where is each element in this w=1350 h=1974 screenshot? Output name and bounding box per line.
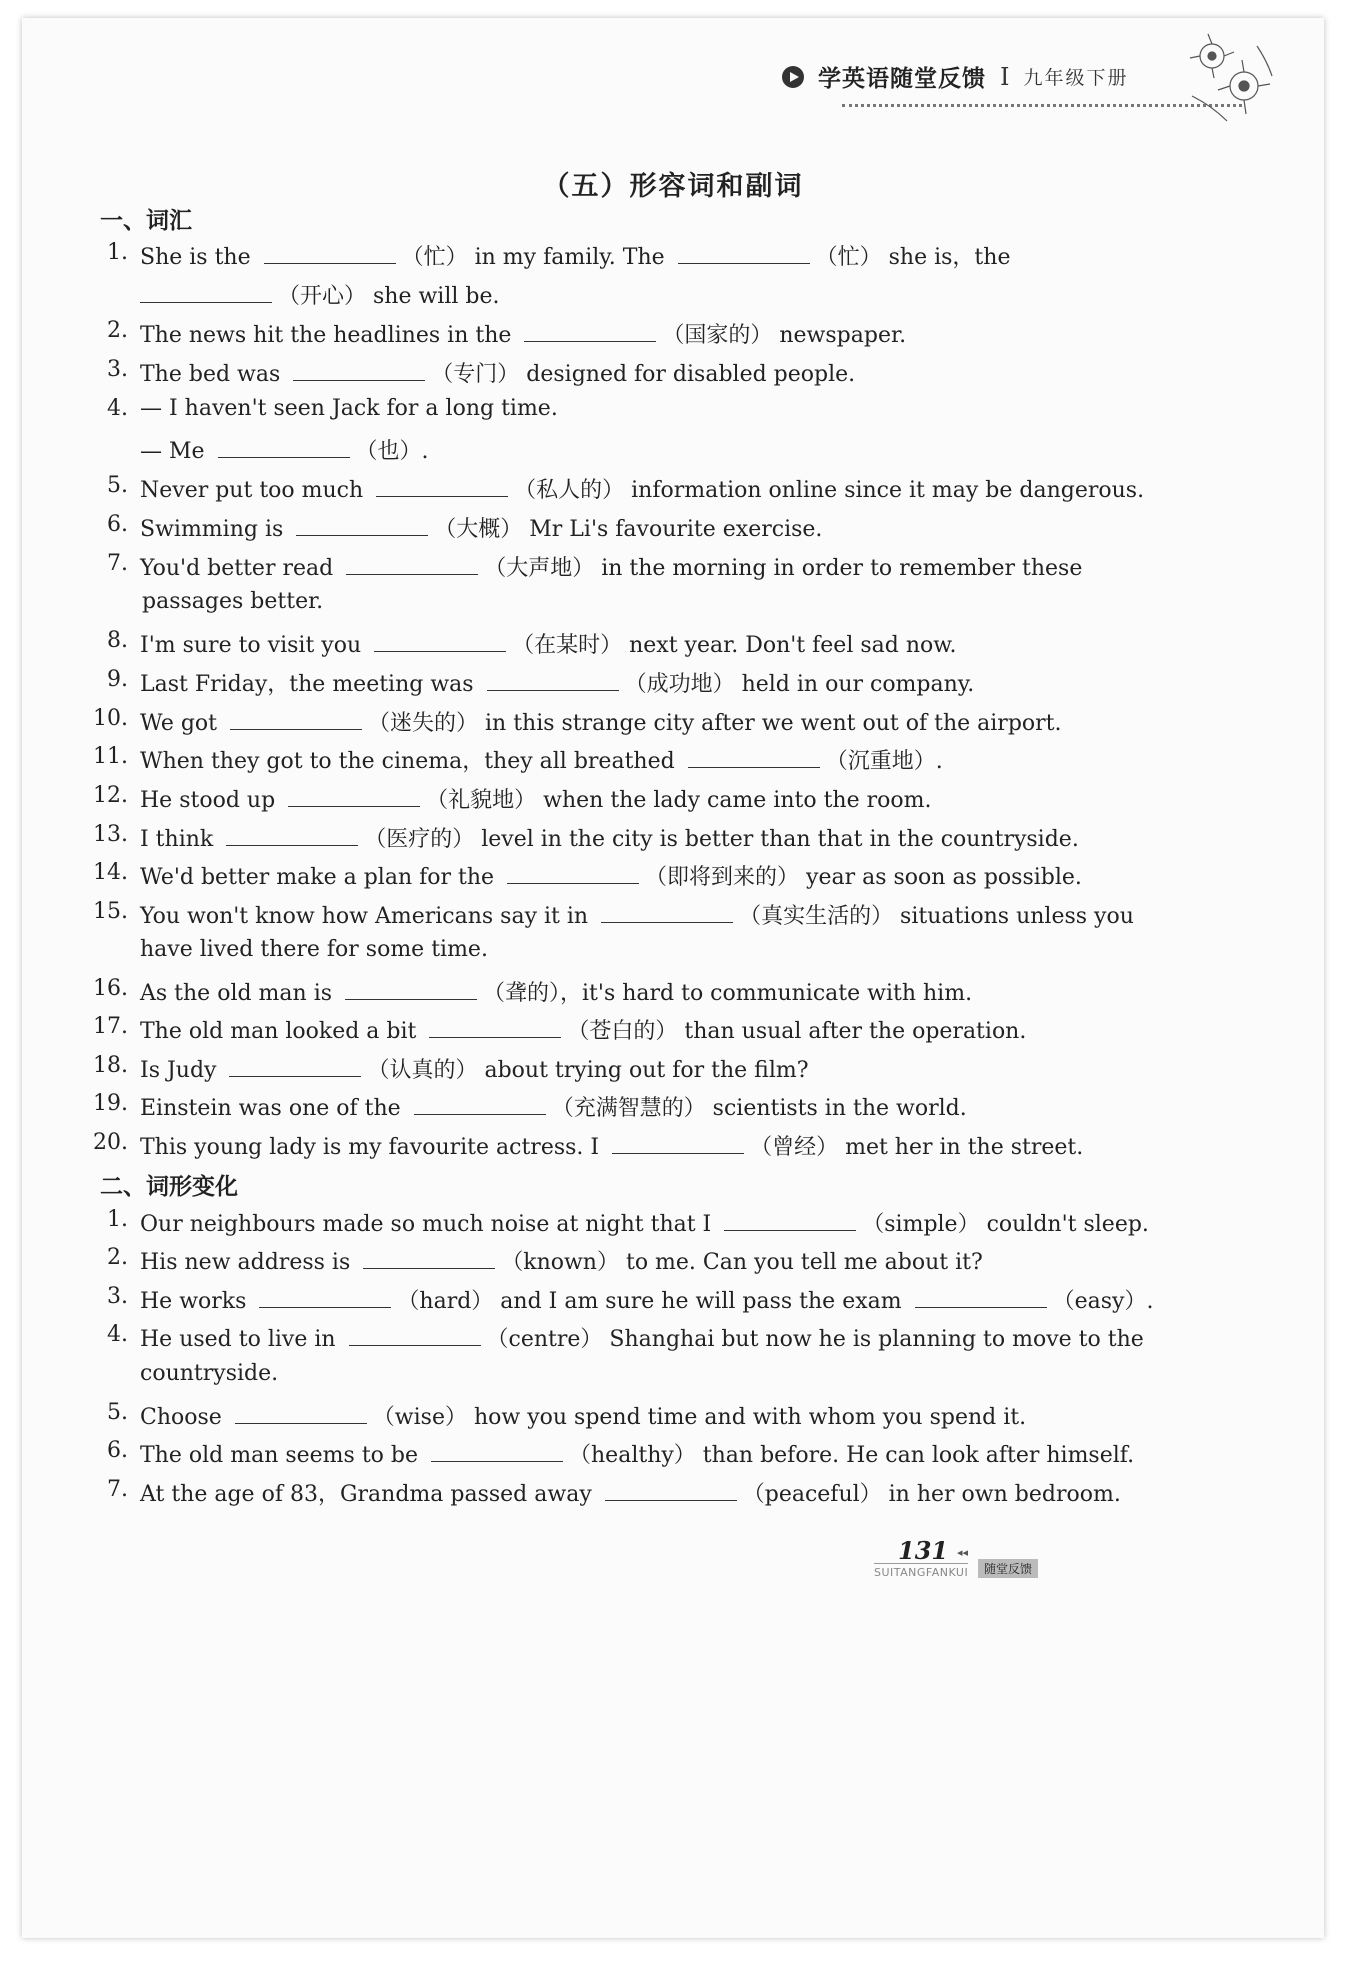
answer-blank[interactable] — [414, 1094, 546, 1115]
question-number: 12. — [93, 783, 128, 808]
section-heading-word-forms: 二、词形变化 — [100, 1174, 238, 1200]
question-number: 2. — [107, 1245, 128, 1270]
question-number: 19. — [93, 1091, 128, 1116]
question-text: — I haven't seen Jack for a long time. — [140, 396, 558, 421]
question-text — [140, 628, 956, 659]
text-segment: （centre） Shanghai but now he is planning to move to the — [486, 1327, 1144, 1352]
answer-blank[interactable] — [140, 282, 272, 303]
answer-blank[interactable] — [296, 515, 428, 536]
text-segment: He used to live in — [140, 1327, 343, 1352]
answer-blank[interactable] — [226, 825, 358, 846]
text-segment: （迷失的） in this strange city after we went out of the airport. — [368, 711, 1062, 736]
worksheet-page — [22, 18, 1324, 1938]
answer-blank[interactable] — [349, 1325, 481, 1346]
answer-blank[interactable] — [601, 902, 733, 923]
answer-blank[interactable] — [431, 1441, 563, 1462]
question-text — [140, 1438, 1134, 1469]
question-text: passages better. — [142, 589, 324, 614]
play-icon — [782, 66, 804, 88]
text-segment: （忙） in my family. The — [401, 245, 672, 270]
text-segment: I'm sure to visit you — [140, 633, 369, 658]
question-text — [140, 1091, 967, 1122]
answer-blank[interactable] — [487, 670, 619, 691]
question-number: 7. — [107, 1477, 128, 1502]
answer-blank[interactable] — [259, 1287, 391, 1308]
answer-blank[interactable] — [605, 1480, 737, 1501]
text-segment: His new address is — [140, 1250, 358, 1275]
text-segment: At the age of 83，Grandma passed away — [140, 1482, 599, 1507]
text-segment: （充满智慧的） scientists in the world. — [551, 1096, 967, 1121]
question-text — [140, 899, 1134, 930]
grade-label: 九年级下册 — [1023, 67, 1129, 89]
question-text — [140, 706, 1062, 737]
question-number: 3. — [107, 357, 128, 382]
text-segment: （真实生活的） situations unless you — [739, 904, 1134, 929]
question-text — [140, 822, 1079, 853]
question-text: have lived there for some time. — [140, 937, 488, 962]
question-number: 14. — [93, 860, 128, 885]
footer-badge: 随堂反馈 — [978, 1559, 1038, 1578]
text-segment: （healthy） than before. He can look after himself. — [569, 1443, 1135, 1468]
text-segment: （在某时） next year. Don't feel sad now. — [512, 633, 957, 658]
question-text — [140, 667, 974, 698]
answer-blank[interactable] — [363, 1248, 495, 1269]
text-segment: （hard） and I am sure he will pass the exam — [397, 1289, 909, 1314]
question-number: 3. — [107, 1284, 128, 1309]
page-number: 131 — [898, 1536, 949, 1565]
text-segment: As the old man is — [140, 981, 340, 1006]
answer-blank[interactable] — [429, 1017, 561, 1038]
question-text — [140, 240, 1010, 271]
text-segment: I think — [140, 827, 221, 852]
question-text — [140, 744, 943, 775]
text-segment: — Me — [140, 439, 212, 464]
answer-blank[interactable] — [678, 243, 810, 264]
text-segment: You won't know how Americans say it in — [140, 904, 596, 929]
text-segment: （开心） she will be. — [278, 284, 500, 309]
book-title: 学英语随堂反馈 — [818, 66, 986, 92]
answer-blank[interactable] — [376, 476, 508, 497]
question-number: 6. — [107, 1438, 128, 1463]
text-segment: The bed was — [140, 362, 288, 387]
question-text — [140, 976, 972, 1007]
text-segment: When they got to the cinema，they all breathed — [140, 749, 682, 774]
question-text — [140, 860, 1082, 891]
text-segment: （聋的），it's hard to communicate with him. — [483, 981, 973, 1006]
text-segment: （专门） designed for disabled people. — [431, 362, 856, 387]
question-text: countryside. — [140, 1361, 279, 1386]
text-segment: You'd better read — [140, 556, 341, 581]
text-segment: The old man seems to be — [140, 1443, 426, 1468]
question-number: 4. — [107, 1322, 128, 1347]
answer-blank[interactable] — [288, 786, 420, 807]
question-number: 18. — [93, 1053, 128, 1078]
answer-blank[interactable] — [915, 1287, 1047, 1308]
answer-blank[interactable] — [218, 437, 350, 458]
answer-blank[interactable] — [229, 1056, 361, 1077]
text-segment: （simple） couldn't sleep. — [862, 1212, 1149, 1237]
text-segment: （苍白的） than usual after the operation. — [567, 1019, 1027, 1044]
text-segment: （沉重地）. — [825, 749, 943, 774]
question-text — [140, 512, 822, 543]
footer-brand: SUITANGFANKUI — [874, 1563, 968, 1579]
question-text — [140, 473, 1144, 504]
text-segment: （忙） she is，the — [815, 245, 1011, 270]
question-number: 9. — [107, 667, 128, 692]
question-number: 2. — [107, 318, 128, 343]
question-text — [140, 1207, 1149, 1238]
question-number: 5. — [107, 1400, 128, 1425]
text-segment: Einstein was one of the — [140, 1096, 408, 1121]
question-number: 1. — [107, 240, 128, 265]
answer-blank[interactable] — [230, 709, 362, 730]
question-text — [140, 318, 906, 349]
text-segment: He stood up — [140, 788, 283, 813]
answer-blank[interactable] — [524, 321, 656, 342]
text-segment: Our neighbours made so much noise at night that I — [140, 1212, 719, 1237]
text-segment: She is the — [140, 245, 258, 270]
text-segment: （大概） Mr Li's favourite exercise. — [434, 517, 823, 542]
answer-blank[interactable] — [293, 360, 425, 381]
text-segment: （easy）. — [1052, 1289, 1154, 1314]
text-segment: We got — [140, 711, 224, 736]
text-segment: （成功地） held in our company. — [624, 672, 975, 697]
question-number: 7. — [107, 551, 128, 576]
flower-decoration-icon — [1172, 26, 1282, 136]
question-number: 4. — [107, 396, 128, 421]
text-segment: Is Judy — [140, 1058, 224, 1083]
text-segment: （wise） how you spend time and with whom you spend it. — [372, 1405, 1027, 1430]
question-number: 1. — [107, 1207, 128, 1232]
question-text — [140, 279, 500, 310]
text-segment: （礼貌地） when the lady came into the room. — [426, 788, 932, 813]
question-number: 11. — [93, 744, 128, 769]
header — [782, 60, 1129, 93]
text-segment: （大声地） in the morning in order to remember these — [484, 556, 1083, 581]
question-text — [140, 1245, 983, 1276]
question-number: 13. — [93, 822, 128, 847]
answer-blank[interactable] — [612, 1133, 744, 1154]
double-arrow-left-icon: ◂◂ — [957, 1546, 969, 1559]
question-text — [140, 1130, 1083, 1161]
text-segment: （医疗的） level in the city is better than that in the countryside. — [364, 827, 1079, 852]
page-title: （五）形容词和副词 — [542, 171, 804, 202]
question-number: 6. — [107, 512, 128, 537]
text-segment: （国家的） newspaper. — [662, 323, 907, 348]
text-segment: Last Friday，the meeting was — [140, 672, 481, 697]
text-segment: Swimming is — [140, 517, 291, 542]
text-segment: （私人的） information online since it may be dangerous. — [514, 478, 1145, 503]
question-number: 10. — [93, 706, 128, 731]
question-text — [140, 357, 855, 388]
answer-blank[interactable] — [507, 863, 639, 884]
text-segment: He works — [140, 1289, 254, 1314]
question-number: 16. — [93, 976, 128, 1001]
question-text — [140, 1477, 1121, 1508]
question-number: 8. — [107, 628, 128, 653]
text-segment: The old man looked a bit — [140, 1019, 424, 1044]
question-text — [140, 1284, 1153, 1315]
question-text — [140, 1014, 1026, 1045]
question-number: 17. — [93, 1014, 128, 1039]
question-text — [140, 1053, 809, 1084]
text-segment: （也）. — [355, 439, 429, 464]
answer-blank[interactable] — [374, 631, 506, 652]
text-segment: We'd better make a plan for the — [140, 865, 502, 890]
text-segment: This young lady is my favourite actress. I — [140, 1135, 607, 1160]
question-text — [140, 1322, 1144, 1353]
section-heading-vocabulary: 一、词汇 — [100, 208, 192, 234]
text-segment: The news hit the headlines in the — [140, 323, 519, 348]
text-segment: （即将到来的） year as soon as possible. — [645, 865, 1082, 890]
title-separator: I — [1000, 62, 1010, 91]
answer-blank[interactable] — [235, 1403, 367, 1424]
question-text — [140, 434, 429, 465]
answer-blank[interactable] — [345, 979, 477, 1000]
text-segment: Never put too much — [140, 478, 371, 503]
answer-blank[interactable] — [688, 747, 820, 768]
question-text — [140, 551, 1082, 582]
question-number: 15. — [93, 899, 128, 924]
answer-blank[interactable] — [724, 1210, 856, 1231]
text-segment: （曾经） met her in the street. — [750, 1135, 1084, 1160]
text-segment: Choose — [140, 1405, 229, 1430]
question-text — [140, 1400, 1026, 1431]
question-number: 20. — [93, 1130, 128, 1155]
text-segment: （known） to me. Can you tell me about it? — [501, 1250, 983, 1275]
text-segment: （peaceful） in her own bedroom. — [742, 1482, 1121, 1507]
text-segment: （认真的） about trying out for the film? — [367, 1058, 809, 1083]
question-number: 5. — [107, 473, 128, 498]
answer-blank[interactable] — [346, 554, 478, 575]
answer-blank[interactable] — [264, 243, 396, 264]
question-text — [140, 783, 931, 814]
